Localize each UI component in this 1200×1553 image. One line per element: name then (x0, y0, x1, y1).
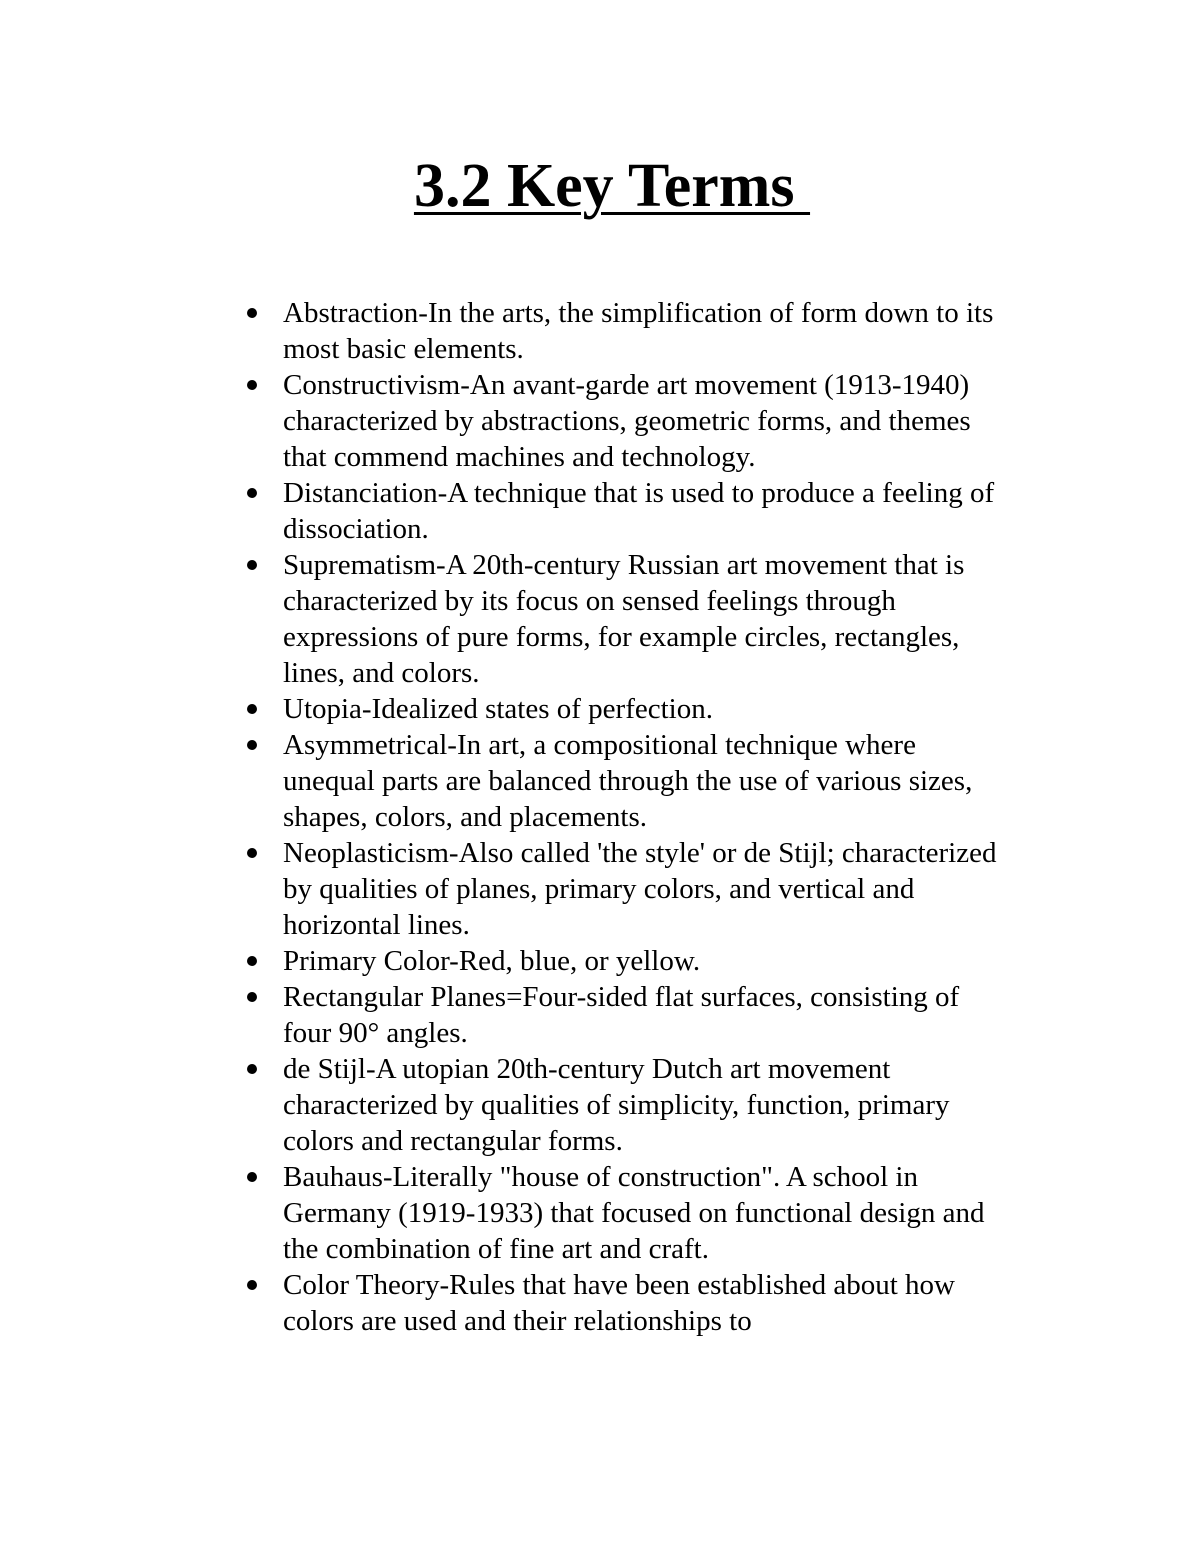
term-line: Color Theory-Rules that have been established about how (283, 1269, 955, 1301)
list-item (283, 367, 1073, 475)
term-line: Germany (1919-1933) that focused on functional design and (283, 1197, 985, 1229)
term-line: Neoplasticism-Also called 'the style' or de Stijl; characterized (283, 837, 997, 869)
list-item (283, 691, 1073, 727)
term-line: most basic elements. (283, 333, 524, 365)
bullet-icon (247, 380, 257, 390)
bullet-icon (247, 1172, 257, 1182)
list-item (283, 727, 1073, 835)
term-line: dissociation. (283, 513, 429, 545)
term-line: expressions of pure forms, for example circles, rectangles, (283, 621, 960, 653)
term-line: Abstraction-In the arts, the simplification of form down to its (283, 297, 994, 329)
term-line: unequal parts are balanced through the use of various sizes, (283, 765, 973, 797)
list-item (283, 943, 1073, 979)
list-item (283, 979, 1073, 1051)
bullet-icon (247, 1280, 257, 1290)
bullet-icon (247, 956, 257, 966)
term-line: characterized by abstractions, geometric forms, and themes (283, 405, 971, 437)
bullet-icon (247, 308, 257, 318)
list-item (283, 835, 1073, 943)
term-line: de Stijl-A utopian 20th-century Dutch art movement (283, 1053, 891, 1085)
key-terms-list (283, 295, 1073, 1339)
page-title: 3.2 Key Terms (413, 152, 811, 220)
term-line: colors and rectangular forms. (283, 1125, 623, 1157)
list-item (283, 475, 1073, 547)
bullet-icon (247, 848, 257, 858)
term-line: Bauhaus-Literally "house of construction". A school in (283, 1161, 918, 1193)
list-item (283, 1267, 1073, 1339)
term-line: the combination of fine art and craft. (283, 1233, 709, 1265)
bullet-icon (247, 704, 257, 714)
bullet-icon (247, 740, 257, 750)
list-item (283, 1159, 1073, 1267)
term-line: shapes, colors, and placements. (283, 801, 648, 833)
term-line: Primary Color-Red, blue, or yellow. (283, 945, 701, 977)
term-line: horizontal lines. (283, 909, 470, 941)
term-line: Utopia-Idealized states of perfection. (283, 693, 713, 725)
bullet-icon (247, 992, 257, 1002)
term-line: Distanciation-A technique that is used to produce a feeling of (283, 477, 995, 509)
term-line: Constructivism-An avant-garde art movement (1913-1940) (283, 369, 970, 401)
term-line: characterized by qualities of simplicity, function, primary (283, 1089, 950, 1121)
term-line: four 90° angles. (283, 1017, 468, 1049)
term-line: Rectangular Planes=Four-sided flat surfaces, consisting of (283, 981, 960, 1013)
list-item (283, 547, 1073, 691)
term-line: by qualities of planes, primary colors, and vertical and (283, 873, 915, 905)
term-line: characterized by its focus on sensed feelings through (283, 585, 896, 617)
bullet-icon (247, 1064, 257, 1074)
term-line: lines, and colors. (283, 657, 480, 689)
term-line: Suprematism-A 20th-century Russian art movement that is (283, 549, 965, 581)
list-item (283, 1051, 1073, 1159)
list-item (283, 295, 1073, 367)
term-line: that commend machines and technology. (283, 441, 756, 473)
bullet-icon (247, 488, 257, 498)
bullet-icon (247, 560, 257, 570)
term-line: colors are used and their relationships to (283, 1305, 752, 1337)
term-line: Asymmetrical-In art, a compositional technique where (283, 729, 916, 761)
